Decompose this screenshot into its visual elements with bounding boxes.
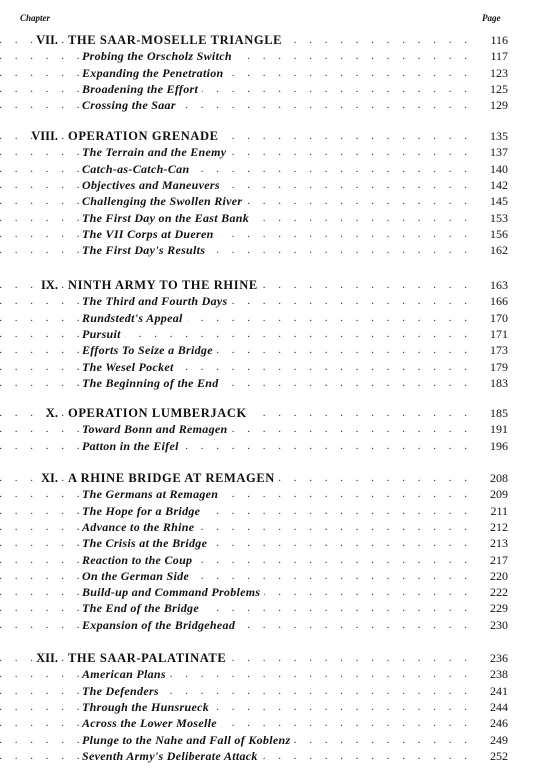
section-page: 191 — [490, 422, 508, 436]
section-title: The Germans at Remagen — [82, 486, 222, 502]
section-title: Expansion of the Bridgehead — [82, 617, 239, 633]
section-page: 137 — [490, 145, 508, 159]
section-entry — [0, 293, 538, 309]
section-entry — [0, 617, 538, 633]
section-title: The First Day's Results — [82, 242, 209, 258]
dot-leader — [0, 421, 472, 437]
section-page: 217 — [490, 553, 508, 567]
section-entry — [0, 48, 538, 64]
section-title: Toward Bonn and Remagen — [82, 421, 232, 437]
section-entry — [0, 359, 538, 375]
dot-leader — [0, 568, 472, 584]
chapter-title: NINTH ARMY TO THE RHINE — [68, 277, 262, 293]
chapter-number: IX. — [40, 278, 58, 292]
dot-leader — [0, 519, 472, 535]
section-entry — [0, 699, 538, 715]
section-page: 153 — [490, 211, 508, 225]
section-title: Crossing the Saar — [82, 97, 180, 113]
chapter-number: VIII. — [31, 129, 58, 143]
section-page: 129 — [490, 98, 508, 112]
chapter-title: THE SAAR-MOSELLE TRIANGLE — [68, 32, 286, 48]
chapter-entry — [0, 470, 538, 486]
section-entry — [0, 438, 538, 454]
section-page: 211 — [490, 504, 508, 518]
section-title: Build-up and Command Problems — [82, 584, 264, 600]
section-page: 156 — [490, 227, 508, 241]
section-page: 238 — [490, 667, 508, 681]
chapter-number: X. — [45, 406, 58, 420]
section-page: 212 — [490, 520, 508, 534]
section-title: Advance to the Rhine — [82, 519, 198, 535]
section-title: The First Day on the East Bank — [82, 210, 253, 226]
section-title: Plunge to the Nahe and Fall of Koblenz — [82, 732, 294, 748]
chapter-title: OPERATION GRENADE — [68, 128, 223, 144]
section-entry — [0, 519, 538, 535]
dot-leader — [0, 359, 472, 375]
section-title: The Terrain and the Enemy — [82, 144, 230, 160]
chapter-entry — [0, 277, 538, 293]
section-page: 125 — [490, 82, 508, 96]
section-title: Reaction to the Coup — [82, 552, 196, 568]
section-entry — [0, 486, 538, 502]
section-entry — [0, 666, 538, 682]
dot-leader — [0, 535, 472, 551]
chapter-title: A RHINE BRIDGE AT REMAGEN — [68, 470, 279, 486]
dot-leader — [0, 342, 472, 358]
chapter-entry — [0, 650, 538, 666]
section-page: 145 — [490, 194, 508, 208]
section-title: The End of the Bridge — [82, 600, 203, 616]
chapter-entry — [0, 32, 538, 48]
section-entry — [0, 310, 538, 326]
section-page: 173 — [490, 343, 508, 357]
section-entry — [0, 161, 538, 177]
section-page: 244 — [490, 700, 508, 714]
section-entry — [0, 683, 538, 699]
chapter-page: 135 — [490, 129, 508, 143]
section-page: 196 — [490, 439, 508, 453]
section-entry — [0, 421, 538, 437]
section-page: 209 — [490, 487, 508, 501]
section-page: 241 — [490, 684, 508, 698]
chapter-title: THE SAAR-PALATINATE — [68, 650, 230, 666]
dot-leader — [0, 144, 472, 160]
section-page: 123 — [490, 66, 508, 80]
dot-leader — [0, 552, 472, 568]
chapter-page: 208 — [490, 471, 508, 485]
dot-leader — [0, 375, 472, 391]
section-page: 140 — [490, 162, 508, 176]
section-title: Efforts To Seize a Bridge — [82, 342, 217, 358]
section-page: 162 — [490, 243, 508, 257]
section-title: Patton in the Eifel — [82, 438, 183, 454]
section-title: Seventh Army's Deliberate Attack — [82, 748, 262, 764]
section-entry — [0, 503, 538, 519]
section-title: Objectives and Maneuvers — [82, 177, 224, 193]
section-title: American Plans — [82, 666, 170, 682]
section-entry — [0, 552, 538, 568]
section-title: Through the Hunsrueck — [82, 699, 213, 715]
section-entry — [0, 748, 538, 764]
section-entry — [0, 584, 538, 600]
section-entry — [0, 568, 538, 584]
section-entry — [0, 177, 538, 193]
dot-leader — [0, 161, 472, 177]
chapter-entry — [0, 128, 538, 144]
section-page: 183 — [490, 376, 508, 390]
section-title: Challenging the Swollen River — [82, 193, 246, 209]
dot-leader — [0, 326, 472, 342]
dot-leader — [0, 715, 472, 731]
section-page: 117 — [490, 49, 508, 63]
chapter-title: OPERATION LUMBERJACK — [68, 405, 251, 421]
section-page: 220 — [490, 569, 508, 583]
dot-leader — [0, 486, 472, 502]
section-entry — [0, 732, 538, 748]
section-entry — [0, 326, 538, 342]
dot-leader — [0, 177, 472, 193]
dot-leader — [0, 503, 472, 519]
section-title: The Wesel Pocket — [82, 359, 178, 375]
dot-leader — [0, 65, 472, 81]
section-title: The Third and Fourth Days — [82, 293, 232, 309]
dot-leader — [0, 226, 472, 242]
dot-leader — [0, 310, 472, 326]
section-entry — [0, 600, 538, 616]
section-title: The Beginning of the End — [82, 375, 223, 391]
dot-leader — [0, 438, 472, 454]
section-title: The Hope for a Bridge — [82, 503, 204, 519]
section-entry — [0, 81, 538, 97]
dot-leader — [0, 97, 472, 113]
chapter-number: XII. — [36, 651, 58, 665]
section-page: 246 — [490, 716, 508, 730]
section-entry — [0, 193, 538, 209]
section-title: Expanding the Penetration — [82, 65, 228, 81]
section-page: 170 — [490, 311, 508, 325]
section-title: Across the Lower Moselle — [82, 715, 221, 731]
section-entry — [0, 97, 538, 113]
chapter-page: 236 — [490, 651, 508, 665]
section-page: 229 — [490, 601, 508, 615]
chapter-page: 116 — [490, 33, 508, 47]
section-title: Broadening the Effort — [82, 81, 202, 97]
section-page: 230 — [490, 618, 508, 632]
section-page: 222 — [490, 585, 508, 599]
section-entry — [0, 226, 538, 242]
section-entry — [0, 375, 538, 391]
page-column-header: Page — [482, 13, 501, 23]
section-title: The Crisis at the Bridge — [82, 535, 211, 551]
section-title: Probing the Orscholz Switch — [82, 48, 236, 64]
dot-leader — [0, 242, 472, 258]
section-entry — [0, 210, 538, 226]
dot-leader — [0, 293, 472, 309]
chapter-number: VII. — [36, 33, 58, 47]
section-title: Pursuit — [82, 326, 125, 342]
section-page: 166 — [490, 294, 508, 308]
section-title: Rundstedt's Appeal — [82, 310, 187, 326]
section-entry — [0, 144, 538, 160]
section-page: 252 — [490, 749, 508, 763]
dot-leader — [0, 600, 472, 616]
section-page: 142 — [490, 178, 508, 192]
section-entry — [0, 65, 538, 81]
chapter-entry — [0, 405, 538, 421]
chapter-page: 185 — [490, 406, 508, 420]
section-page: 213 — [490, 536, 508, 550]
dot-leader — [0, 48, 472, 64]
section-page: 179 — [490, 360, 508, 374]
section-page: 249 — [490, 733, 508, 747]
dot-leader — [0, 699, 472, 715]
section-entry — [0, 242, 538, 258]
section-title: Catch-as-Catch-Can — [82, 161, 193, 177]
section-title: The VII Corps at Dueren — [82, 226, 218, 242]
section-title: On the German Side — [82, 568, 193, 584]
dot-leader — [0, 666, 472, 682]
section-entry — [0, 342, 538, 358]
chapter-number: XI. — [40, 471, 58, 485]
section-entry — [0, 715, 538, 731]
section-page: 171 — [490, 327, 508, 341]
chapter-page: 163 — [490, 278, 508, 292]
section-entry — [0, 535, 538, 551]
dot-leader — [0, 81, 472, 97]
dot-leader — [0, 683, 472, 699]
section-title: The Defenders — [82, 683, 163, 699]
chapter-column-header: Chapter — [20, 13, 51, 23]
